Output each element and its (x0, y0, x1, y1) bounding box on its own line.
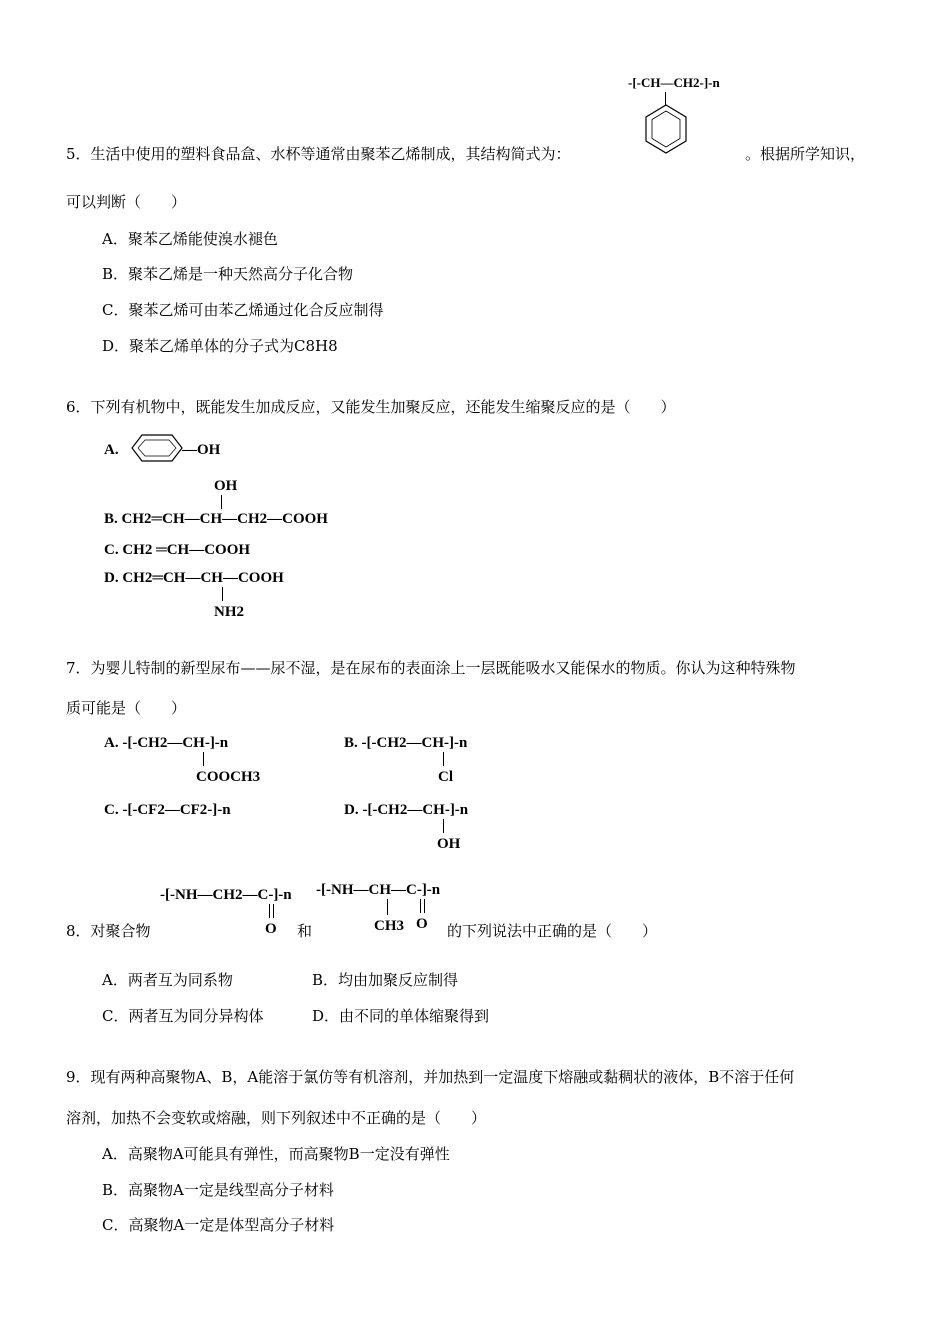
q5-stem-line1: 5．生活中使用的塑料食品盒、水杯等通常由聚苯乙烯制成，其结构简式为： (66, 145, 571, 163)
q6-stem: 6．下列有机物中，既能发生加成反应，又能发生加聚反应，还能发生缩聚反应的是（ ） (66, 398, 676, 416)
benzene-ring-icon (644, 104, 688, 154)
q8-option-b: B．均由加聚反应制得 (312, 971, 459, 989)
q6-option-b-bond (221, 495, 222, 509)
q6-option-d-bond (222, 587, 223, 601)
q6-option-a-label: A. (104, 442, 119, 458)
q7-option-b: B. -[-CH2—CH-]-n (344, 735, 468, 751)
q5-polystyrene-formula: -[-CH—CH2-]-n (628, 75, 720, 90)
q8-option-a: A．两者互为同系物 (102, 971, 233, 989)
q8-option-d: D．由不同的单体缩聚得到 (312, 1007, 490, 1025)
q5-option-c: C．聚苯乙烯可由苯乙烯通过化合反应制得 (102, 301, 384, 319)
q9-stem-line1: 9．现有两种高聚物A、B，A能溶于氯仿等有机溶剂，并加热到一定温度下熔融或黏稠状的液体，B不溶于任何 (66, 1068, 795, 1086)
q7-option-a-bond (203, 752, 204, 766)
q8-stem-start: 8．对聚合物 (66, 922, 151, 940)
q8-polymer-2: -[-NH—CH—C-]-n (316, 882, 441, 898)
q6-option-c: C. CH2 ═CH—COOH (104, 542, 251, 558)
q7-option-d-sub: OH (437, 836, 461, 852)
q7-option-d-bond (443, 819, 444, 833)
q5-option-d: D．聚苯乙烯单体的分子式为C8H8 (102, 337, 338, 355)
q5-option-a: A．聚苯乙烯能使溴水褪色 (102, 230, 278, 248)
q8-polymer-2-bond (387, 899, 388, 915)
q5-option-b: B．聚苯乙烯是一种天然高分子化合物 (102, 265, 354, 283)
q8-polymer-1: -[-NH—CH2—C-]-n (160, 887, 292, 903)
q8-stem-end: 的下列说法中正确的是（ ） (447, 922, 658, 940)
q7-option-c: C. -[-CF2—CF2-]-n (104, 802, 231, 818)
q6-option-b: B. CH2═CH—CH—CH2—COOH (104, 511, 328, 527)
q7-option-d: D. -[-CH2—CH-]-n (344, 802, 469, 818)
q8-polymer-1-double-bond (269, 904, 270, 918)
q7-option-b-sub: Cl (438, 769, 453, 785)
q5-stem-line2: 可以判断（ ） (66, 193, 187, 211)
q6-option-d: D. CH2═CH—CH—COOH (104, 570, 284, 586)
q8-stem-and: 和 (297, 922, 313, 940)
q7-stem-line1: 7．为婴儿特制的新型尿布——尿不湿，是在尿布的表面涂上一层既能吸水又能保水的物质。你认为这种特殊物 (66, 659, 796, 677)
q6-option-d-nh2: NH2 (214, 604, 244, 620)
q7-stem-line2: 质可能是（ ） (66, 699, 187, 717)
q7-option-b-bond (443, 752, 444, 766)
benzene-ring-icon (130, 433, 184, 463)
q9-option-a: A．高聚物A可能具有弹性，而高聚物B一定没有弹性 (102, 1145, 450, 1163)
q8-polymer-2-double-bond (420, 899, 421, 913)
q7-option-a: A. -[-CH2—CH-]-n (104, 735, 229, 751)
q8-polymer-1-oxygen: O (265, 921, 277, 937)
q9-option-b: B．高聚物A一定是线型高分子材料 (102, 1181, 334, 1199)
q7-option-a-sub: COOCH3 (196, 769, 261, 785)
q6-option-a-hydroxyl: —OH (182, 442, 221, 458)
q6-option-b-oh: OH (214, 478, 238, 494)
q9-option-c: C．高聚物A一定是体型高分子材料 (102, 1216, 335, 1234)
q9-stem-line2: 溶剂，加热不会变软或熔融，则下列叙述中不正确的是（ ） (66, 1109, 487, 1127)
q8-polymer-2-oxygen: O (416, 916, 428, 932)
q8-option-c: C．两者互为同分异构体 (102, 1007, 264, 1025)
q5-stem-line1-end: 。根据所学知识， (745, 145, 866, 163)
q8-polymer-2-double-bond (424, 899, 425, 913)
q8-polymer-1-double-bond (273, 904, 274, 918)
q8-polymer-2-methyl: CH3 (374, 918, 404, 934)
